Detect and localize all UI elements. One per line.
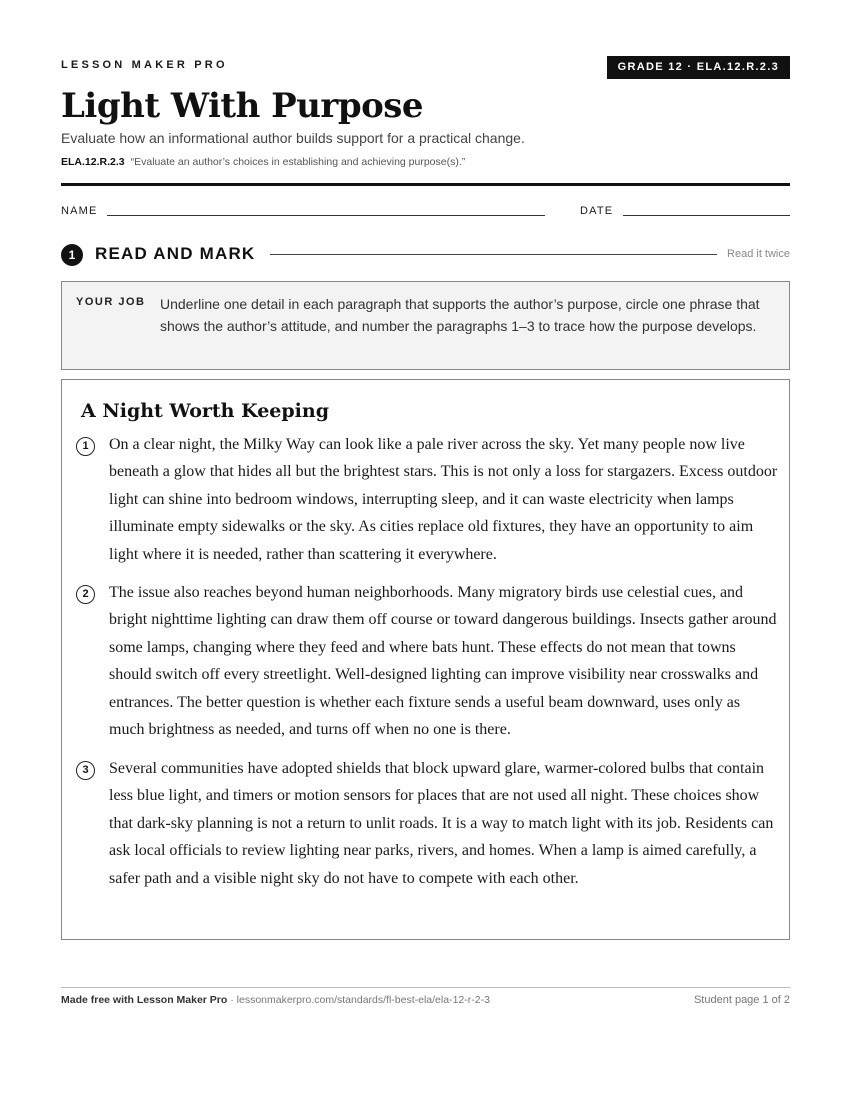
section-header [61, 243, 790, 267]
paragraph-text: Several communities have adopted shields that block upward glare, warmer-colored bulbs that contain less blue light, and timers or motion sensors for places that are not used all night. These choices show that dark-sky planning is not a return to unlit roads. It is a way to match light with its job. Residents can ask local officials to review lighting near parks, rivers, and homes. When a lamp is aimed carefully, a safer path and a visible night sky do not have to compete with each other. [109, 760, 774, 887]
instructions-label: YOUR JOB [76, 296, 146, 308]
paragraph-text: The issue also reaches beyond human neighborhoods. Many migratory birds use celestial cues, and bright nighttime lighting can draw them off course or toward dangerous buildings. Insects gather around some lamps, changing where they feed and where bats hunt. These effects do not mean that towns should switch off every streetlight. Well-designed lighting can improve visibility near crosswalks and entrances. The better question is whether each fixture sends a useful beam downward, uses only as much brightness as needed, and turns off when no one is there. [109, 584, 777, 739]
page-title: Light With Purpose [61, 86, 424, 126]
worksheet-page [61, 0, 790, 1100]
top-bar [61, 56, 790, 80]
date-label: DATE [580, 205, 614, 217]
reading-passage [61, 379, 790, 940]
standard-code: ELA.12.R.2.3 [61, 156, 125, 168]
section-number-badge: 1 [61, 244, 83, 266]
section-rule [270, 254, 717, 255]
instructions-text: Underline one detail in each paragraph that supports the author’s purpose, circle one phrase that shows the author’s attitude, and number the paragraphs 1–3 to trace how the purpose develops. [160, 296, 760, 334]
footer-url: · lessonmakerpro.com/standards/fl-best-ela/ela-12-r-2-3 [227, 994, 490, 1006]
name-field[interactable] [107, 215, 545, 216]
footer-divider [61, 987, 790, 988]
page-subtitle: Evaluate how an informational author builds support for a practical change. [61, 130, 525, 146]
standard-line [61, 156, 465, 168]
name-label: NAME [61, 205, 98, 217]
section-title: READ AND MARK [95, 244, 256, 263]
section-hint: Read it twice [727, 248, 790, 260]
brand-name: LESSON MAKER PRO [61, 59, 228, 71]
date-field[interactable] [623, 215, 790, 216]
footer-made-with: Made free with Lesson Maker Pro [61, 994, 228, 1006]
name-date-row [61, 203, 790, 219]
instructions-box [61, 281, 790, 370]
paragraph-number-circle: 1 [76, 437, 95, 456]
grade-badge: GRADE 12 · ELA.12.R.2.3 [607, 56, 790, 79]
paragraph-text: On a clear night, the Milky Way can look like a pale river across the sky. Yet many people now live beneath a glow that hides all but the brightest stars. This is not only a loss for stargazers. Excess outdoor light can shine into bedroom windows, interrupting sleep, and it can waste electricity when lamps illuminate empty sidewalks or the sky. As cities replace old fixtures, they have an opportunity to aim light where it is needed, rather than scattering it everywhere. [109, 436, 778, 563]
header-divider [61, 183, 790, 186]
passage-title: A Night Worth Keeping [81, 400, 329, 422]
paragraph-number-circle: 3 [76, 761, 95, 780]
footer-page-number: Student page 1 of 2 [693, 994, 790, 1006]
paragraph-number-circle: 2 [76, 585, 95, 604]
footer-credit [61, 994, 490, 1006]
standard-text: “Evaluate an author’s choices in establishing and achieving purpose(s).” [130, 156, 466, 168]
